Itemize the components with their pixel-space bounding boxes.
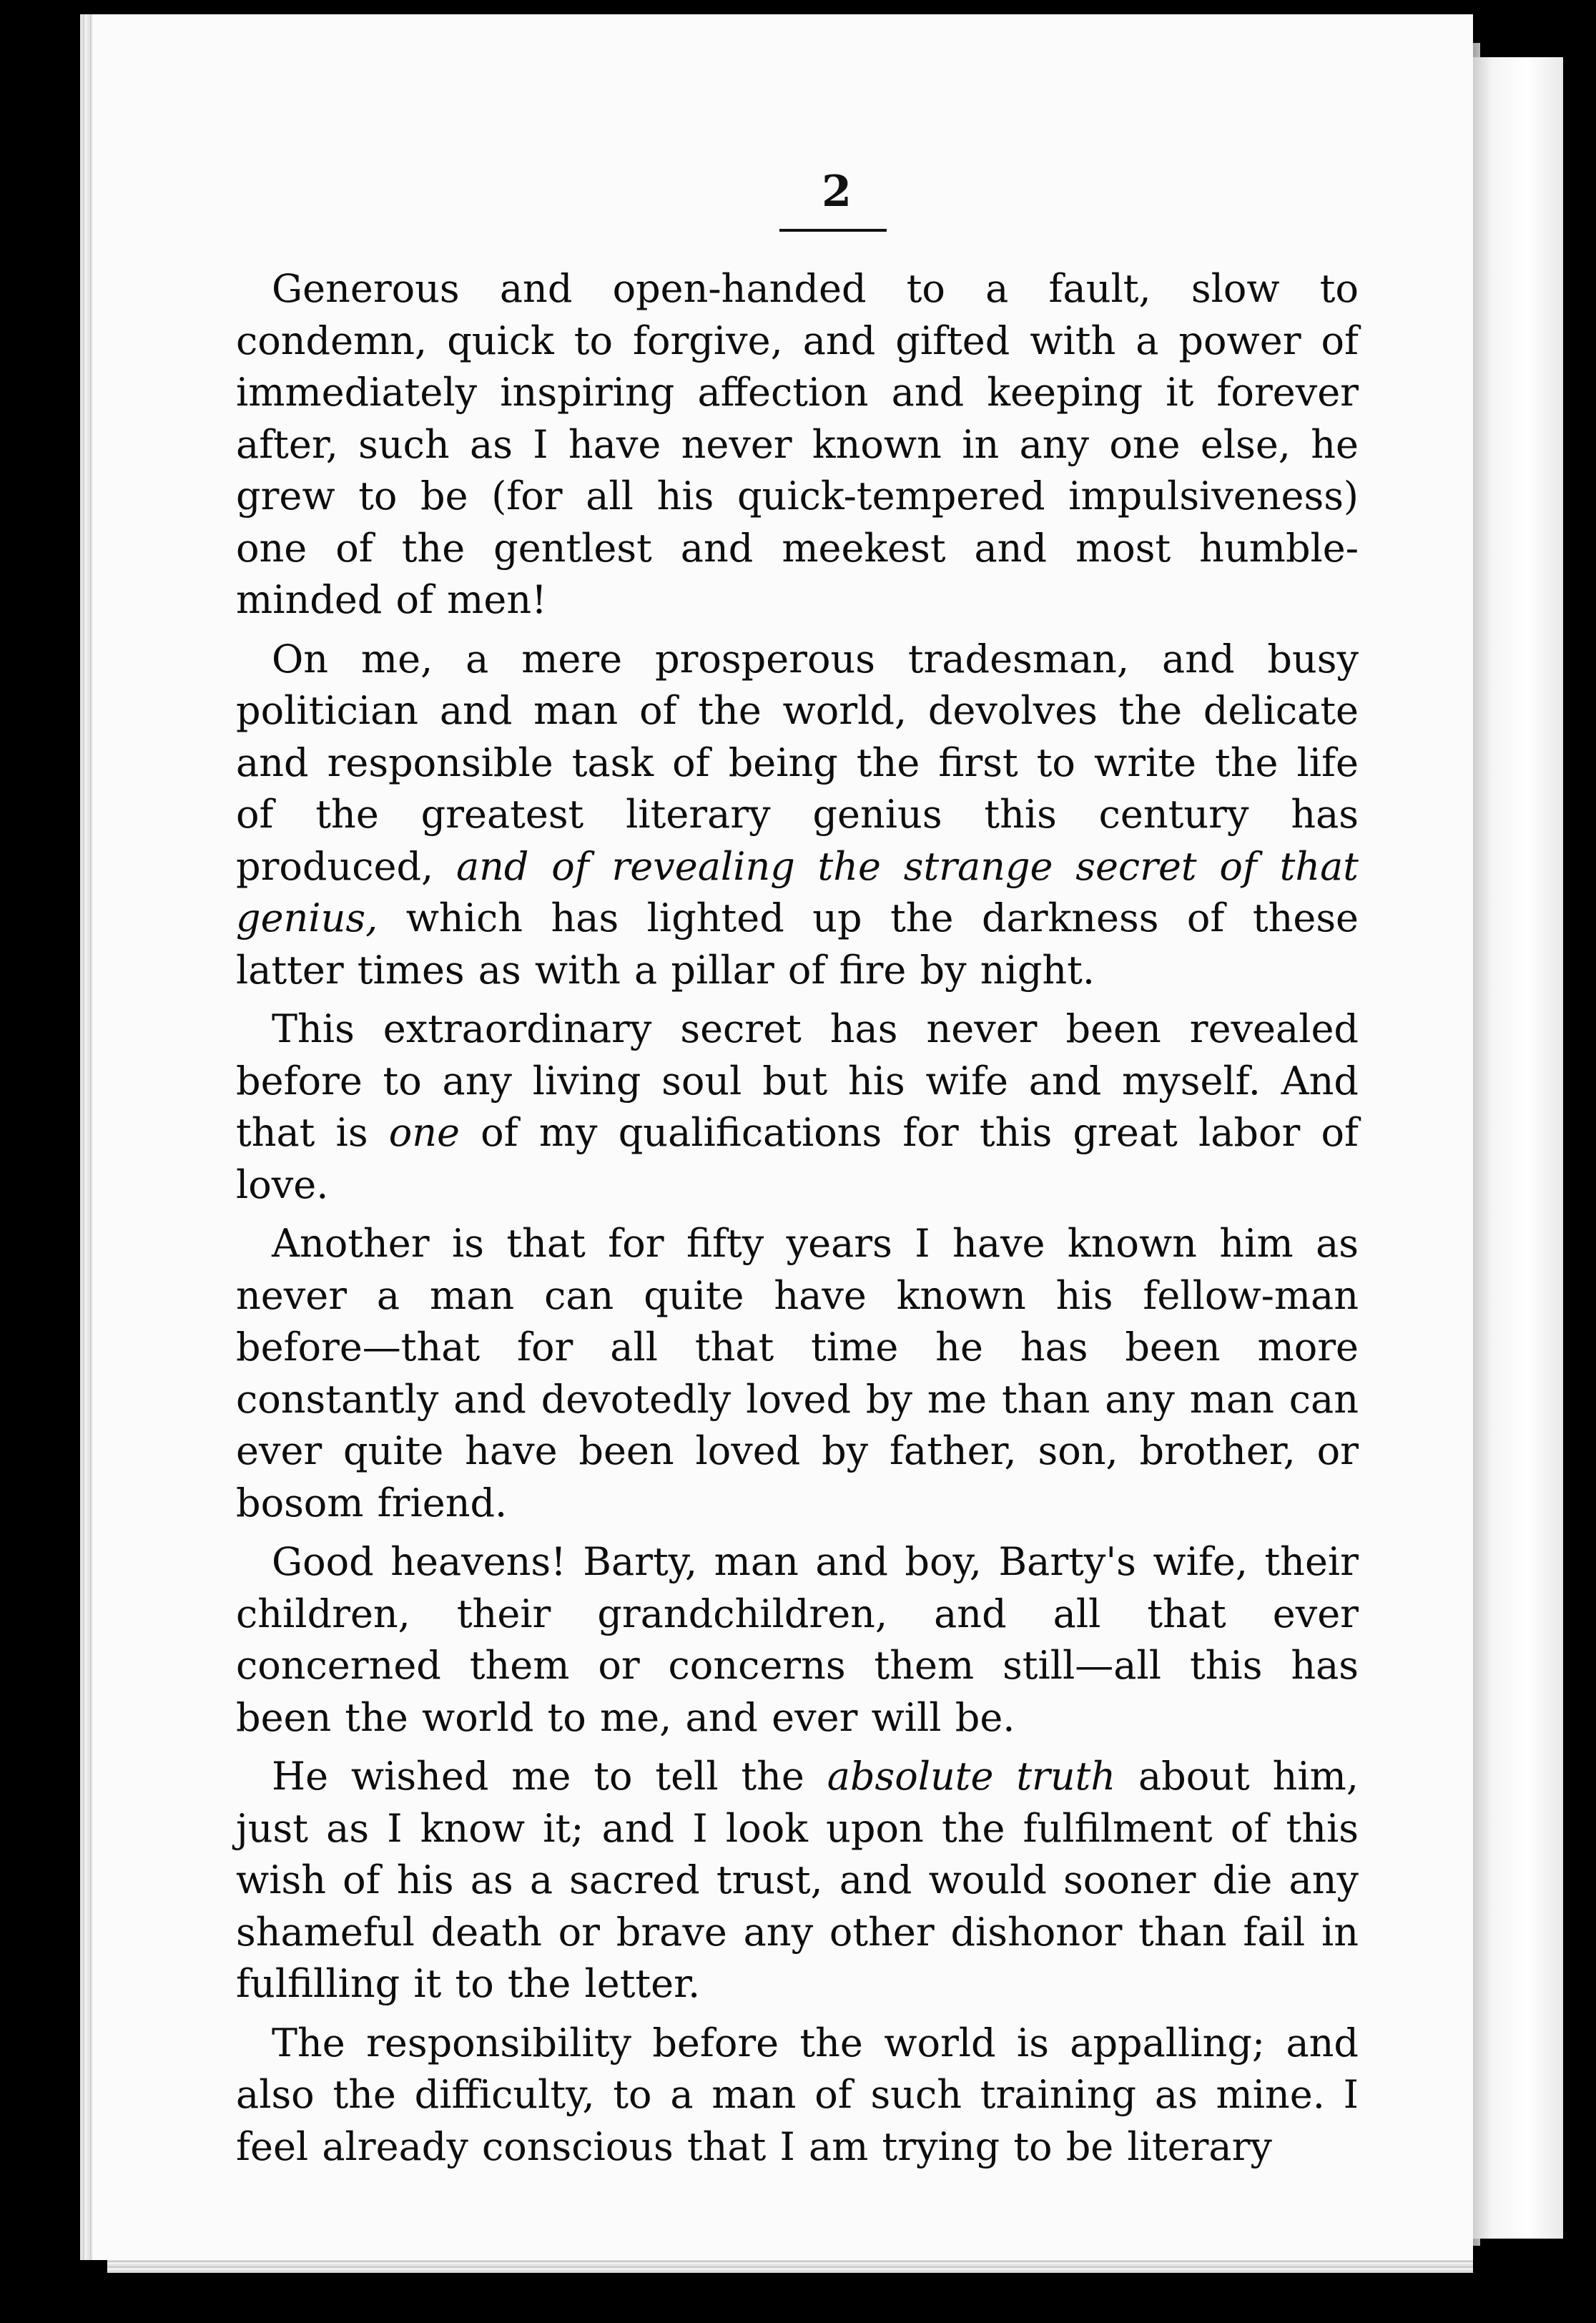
text-run: about him, just as I know it; and I look upon the fulfilment of this wish of his as a sacred trust, and would sooner die any shameful death or brave any other dishonor than fail in fulfilling it to the letter. (236, 1754, 1359, 2006)
text-run: Another is that for fifty years I have known him as never a man can quite have known his fellow-man before—that for all that time he has been more constantly and devotedly loved by me than any man can ever quite have been loved by father, son, brother, or bosom friend. (236, 1221, 1359, 1526)
paragraph (236, 1751, 1359, 2010)
next-page-edge (1470, 57, 1563, 2239)
text-run: This extraordinary secret has never been revealed before to any living soul but his wife and myself. And that is (236, 1006, 1359, 1155)
paragraph (236, 634, 1359, 997)
text-run: which has lighted up the darkness of these latter times as with a pillar of fire by night. (236, 895, 1359, 993)
paragraph (236, 1218, 1359, 1529)
paragraph (236, 2018, 1359, 2174)
text-run: Good heavens! Barty, man and boy, Barty's wife, their children, their grandchildren, and all that ever concerned them or concerns them still—all this has been the world to me, and ever will be. (236, 1539, 1359, 1740)
italic-text: absolute truth (827, 1754, 1116, 1799)
paragraph (236, 1003, 1359, 1211)
text-run: He wished me to tell the (272, 1754, 827, 1799)
italic-text: and of revealing the strange secret of that genius, (236, 843, 1359, 941)
paragraph (236, 263, 1359, 627)
text-run: of my qualifications for this great labor of love. (236, 1110, 1359, 1207)
italic-text: one (388, 1110, 460, 1155)
paragraph (236, 1536, 1359, 1744)
page-number: 2 (822, 167, 852, 217)
text-run: The responsibility before the world is appalling; and also the difficulty, to a man of such training as mine. I feel already conscious that I am trying to be literary (236, 2020, 1359, 2169)
header-rule (779, 229, 887, 232)
body-text (236, 263, 1359, 2180)
text-run: Generous and open-handed to a fault, slow to condemn, quick to forgive, and gifted with a power of immediately inspiring affection and keeping it forever after, such as I have never known in any one else, he grew to be (for all his quick-tempered impulsiveness) one of the gentlest and meekest and most humble-minded of men! (236, 266, 1359, 622)
text-run: On me, a mere prosperous tradesman, and busy politician and man of the world, devolves the delicate and responsible task of being the first to write the life of the greatest literary genius this century has produced, (236, 636, 1359, 889)
